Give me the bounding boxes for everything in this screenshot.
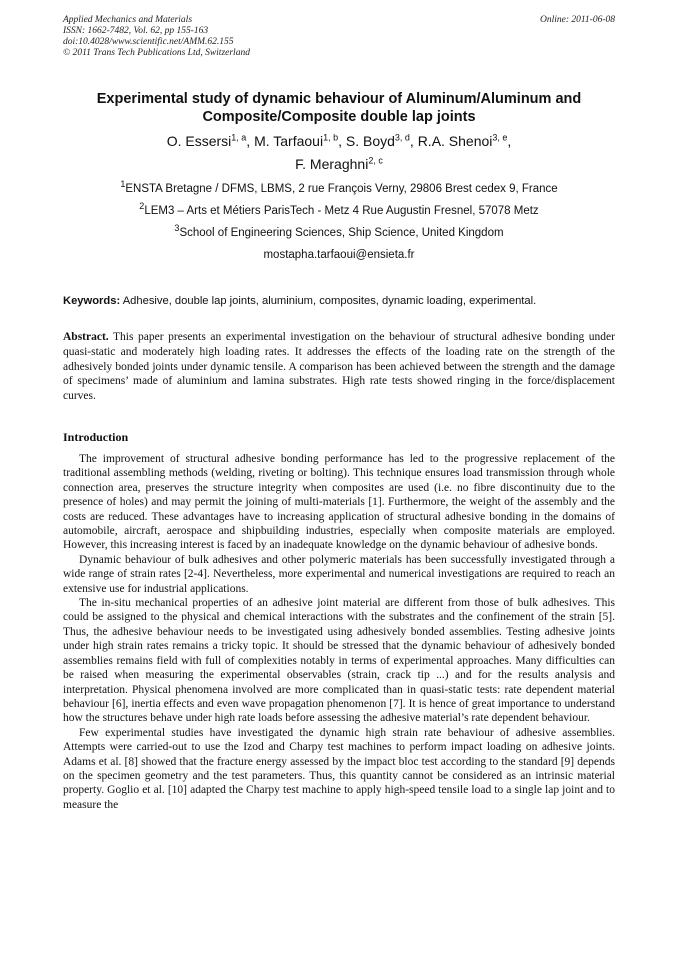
affiliation-list — [40, 178, 638, 266]
affiliation-text: ENSTA Bretagne / DFMS, LBMS, 2 rue François Verny, 29806 Brest cedex 9, France — [125, 183, 558, 195]
author-affil-ref: 2, c — [368, 155, 383, 166]
title-line-2: Composite/Composite double lap joints — [202, 109, 476, 125]
abstract-label: Abstract. — [63, 331, 109, 343]
author-separator: , — [338, 133, 346, 149]
keywords-text: Adhesive, double lap joints, aluminium, composites, dynamic loading, experimental. — [120, 295, 537, 307]
intro-paragraph: Dynamic behaviour of bulk adhesives and other polymeric materials has been successfully investigated through a wide range of strain rates [2-4]. Nevertheless, more experimental and numerical investigations are required to reach an extensive use for industrial applications. — [63, 553, 615, 595]
author-name: O. Essersi — [166, 133, 232, 149]
author-separator: , — [409, 133, 418, 149]
abstract-section — [63, 330, 615, 404]
author-line-2 — [40, 153, 638, 176]
author-separator: , — [507, 133, 512, 149]
affiliation-text: LEM3 – Arts et Métiers ParisTech - Metz 4 Rue Augustin Fresnel, 57078 Metz — [144, 205, 539, 217]
author-line-1 — [40, 130, 638, 153]
copyright-line: © 2011 Trans Tech Publications Ltd, Switzerland — [63, 48, 250, 58]
author-affil-ref: 1, b — [323, 132, 339, 143]
author-name: S. Boyd — [345, 133, 395, 149]
keywords-section — [63, 294, 623, 308]
online-date: Online: 2011-06-08 — [539, 15, 615, 25]
author-name: F. Meraghni — [295, 156, 369, 172]
paper-title — [40, 90, 638, 126]
author-affil-ref: 3, d — [394, 132, 410, 143]
affiliation-number: 2 — [139, 201, 145, 212]
doi-line: doi:10.4028/www.scientific.net/AMM.62.155 — [63, 37, 234, 47]
intro-paragraph: The in-situ mechanical properties of an adhesive joint material are different from those of bulk adhesives. This could be assigned to the physical and chemical interactions with the substrates and the confinement of the strain [5]. Thus, the adhesive behaviour needs to be investigated using adhesively bonded assemblies. Testing adhesive joints under high strain rates remains a tricky topic. It should be stressed that the dynamic behaviour of adhesively bonded assemblies remains field with full of complexities notably in terms of experimental approaches. Many difficulties can be raised when measuring the experimental observables (strain, crack tip ...) and for the results analysis and interpretation. Physical phenomena involved are more complicated than in quasi-static tests: rate dependent material behaviour [6], inertia effects and even wave propagation phenomenon [7]. It is hence of great importance to understand how the structures behave under high rate loads before assessing the adhesive material’s rate dependent behaviour. — [63, 597, 615, 725]
author-affil-ref: 3, e — [492, 132, 508, 143]
affiliation-number: 1 — [120, 179, 126, 190]
keywords-label: Keywords: — [63, 295, 121, 307]
introduction-heading: Introduction — [63, 430, 129, 444]
journal-name: Applied Mechanics and Materials — [63, 15, 193, 25]
affiliation-1 — [40, 178, 638, 200]
introduction-body — [63, 452, 615, 812]
contact-email: mostapha.tarfaoui@ensieta.fr — [263, 249, 415, 261]
title-line-1: Experimental study of dynamic behaviour of Aluminum/Aluminum and — [96, 91, 582, 107]
author-list — [40, 130, 638, 176]
author-affil-ref: 1, a — [231, 132, 247, 143]
author-name: R.A. Shenoi — [417, 133, 493, 149]
intro-paragraph: The improvement of structural adhesive bonding performance has led to the progressive replacement of the traditional assembling methods (welding, riveting or bolting). This technique ensures load transmission through whole connection area, preserves the structure integrity when composites are used (i.e. no fibre discontinuity due to the presence of holes) and may permit the joining of multi-materials [1]. Furthermore, the weight of the assembly and the costs are reduced. These advantages have to increasing application of structural adhesive bonding in the domains of automobile, aircraft, aerospace and shipbuilding industries, especially when composite materials are employed. However, this increasing interest is faced by an inadequate knowledge on the dynamic behaviour of adhesive bonds. — [63, 453, 615, 552]
author-separator: , — [246, 133, 255, 149]
affiliation-text: School of Engineering Sciences, Ship Science, United Kingdom — [179, 227, 504, 239]
affiliation-2 — [40, 200, 638, 222]
author-name: M. Tarfaoui — [254, 133, 324, 149]
affiliation-number: 3 — [174, 223, 180, 234]
abstract-text: This paper presents an experimental investigation on the behaviour of structural adhesive bonding under quasi-static and moderately high loading rates. It addresses the effects of the loading rate on the strength of the adhesively bonded joints under dynamic tensile. A comparison has been achieved between the strength and the damage of specimens’ made of aluminium and lamina substrates. High rate tests showed ringing in the force/displacement curves. — [63, 331, 615, 403]
issn-line: ISSN: 1662-7482, Vol. 62, pp 155-163 — [63, 26, 209, 36]
journal-header — [63, 15, 615, 59]
affiliation-3 — [40, 222, 638, 244]
intro-paragraph: Few experimental studies have investigated the dynamic high strain rate behaviour of adhesive assemblies. Attempts were carried-out to use the Izod and Charpy test machines to perform impact loading on adhesive joints. Adams et al. [8] showed that the fracture energy assessed by the impact bloc test according to the standard [9] depends on the specimen geometry and the test parameters. Thus, this quantity cannot be considered as an intrinsic material property. Goglio et al. [10] adapted the Charpy test machine to apply high-speed tensile load to a single lap joint and to measure the — [63, 726, 615, 811]
